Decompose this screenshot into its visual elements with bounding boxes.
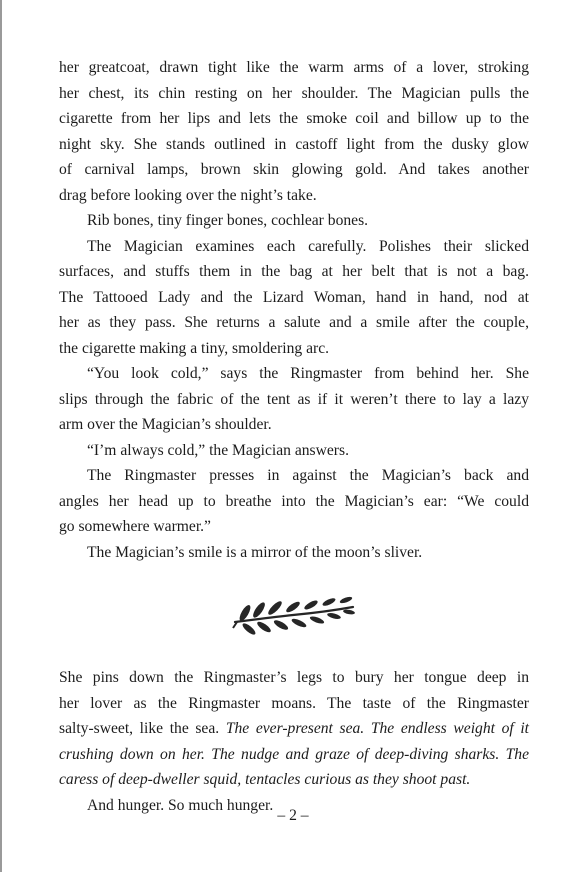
text-line: “I’m always cold,” the Magician answers. xyxy=(87,441,349,459)
text-line: night sky. She stands outlined in castoff light from the dusky glow xyxy=(59,135,529,153)
text-line: caress of deep-dweller squid, tentacles curious as they shoot past. xyxy=(59,771,471,788)
text-line: cigarette from her lips and lets the smoke coil and billow up to the xyxy=(59,110,529,127)
text-line: “You look cold,” says the Ringmaster from behind her. She xyxy=(87,365,529,382)
text-line: And hunger. So much hunger. xyxy=(87,796,274,814)
text-line xyxy=(59,716,529,742)
text-line: crushing down on her. The nudge and graze of deep-diving sharks. The xyxy=(59,745,529,763)
text-line: arm over the Magician’s shoulder. xyxy=(59,416,272,433)
text-line: The Tattooed Lady and the Lizard Woman, hand in hand, nod at xyxy=(59,288,529,306)
section-break xyxy=(59,565,529,665)
text-line: the cigarette making a tiny, smoldering arc. xyxy=(59,339,330,357)
text-line: her chest, its chin resting on her shoulder. The Magician pulls the xyxy=(59,84,529,102)
text-line: drag before looking over the night’s take. xyxy=(59,186,317,204)
text-line: her greatcoat, drawn tight like the warm arms of a lover, stroking xyxy=(59,59,529,76)
text-line: She pins down the Ringmaster’s legs to bury her tongue deep in xyxy=(59,669,529,686)
page-edge-rule xyxy=(0,0,2,872)
text-line: surfaces, and stuffs them in the bag at her belt that is not a bag. xyxy=(59,263,529,280)
page-number: – 2 – xyxy=(277,807,309,824)
text-line: angles her head up to breathe into the Magician’s ear: “We could xyxy=(59,492,529,510)
text-line: her lover as the Ringmaster moans. The taste of the Ringmaster xyxy=(59,694,529,712)
text-line: go somewhere warmer.” xyxy=(59,518,211,535)
page-body xyxy=(59,55,529,818)
italic-run: The ever-present sea. The endless weight of it xyxy=(225,720,529,737)
text-line: slips through the fabric of the tent as if it weren’t there to lay a lazy xyxy=(59,390,529,408)
text-line: of carnival lamps, brown skin glowing gold. And takes another xyxy=(59,161,529,178)
text-run: salty-sweet, like the sea. xyxy=(59,720,226,737)
text-line: The Magician examines each carefully. Polishes their slicked xyxy=(87,237,529,255)
text-line: her as they pass. She returns a salute and a smile after the couple, xyxy=(59,314,529,331)
text-line: Rib bones, tiny finger bones, cochlear bones. xyxy=(87,212,369,229)
text-line: The Magician’s smile is a mirror of the moon’s sliver. xyxy=(87,543,423,561)
laurel-branch-icon xyxy=(229,595,359,635)
text-line: The Ringmaster presses in against the Magician’s back and xyxy=(87,467,529,484)
